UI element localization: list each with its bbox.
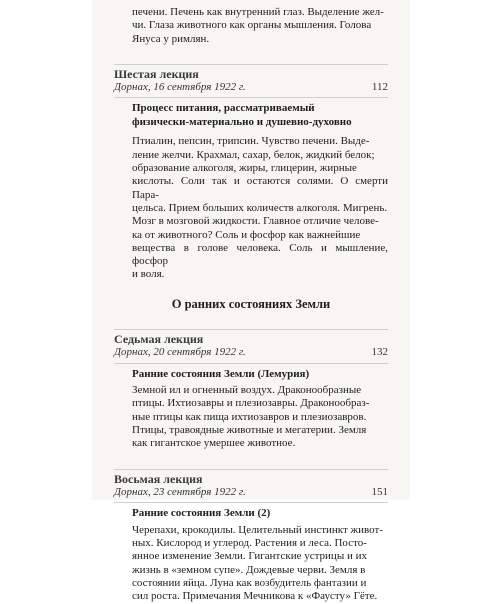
book-page: [92, 0, 410, 603]
lecture7-meta: [114, 346, 388, 363]
lecture6-line-8: вещества в голове человека. Соль и мышление, фосфор: [132, 241, 388, 268]
intro-text: [114, 6, 388, 46]
lecture7-body: [114, 384, 388, 450]
lecture8-line-5: состоянии яйца. Луна как возбудитель фантазии и: [132, 576, 367, 589]
lecture7-line-3: ные птицы как пища ихтиозавров и плезиозавров.: [132, 410, 367, 423]
lecture6-topic: [114, 102, 388, 129]
intro-line-2: чи. Глаза животного как органы мышления. Голова: [132, 19, 372, 32]
lecture7-line-2: птицы. Ихтиозавры и плезиозавры. Драконообраз-: [132, 397, 370, 410]
lecture6-line-6: Мозг в мозговой жидкости. Главное отличие челове-: [132, 215, 379, 228]
lecture8-topic: Ранние состояния Земли (2): [132, 507, 271, 520]
lecture8-line-6: сил роста. Примечания Мечникова к «Фаусту» Гёте.: [132, 590, 378, 603]
lecture7-line-4: Птицы, травоядные животные и мегатерии. Земля: [132, 424, 367, 437]
lecture6-line-2: ление желчи. Крахмал, сахар, белок, жидкий белок;: [132, 148, 375, 161]
lecture6-topic-line-1: Процесс питания, рассматриваемый: [132, 102, 315, 115]
lecture6-body: [114, 135, 388, 281]
intro-line-3: Януса у римлян.: [132, 32, 210, 45]
lecture8-line-2: ных. Кислород и углерод. Растения и леса. Посто-: [132, 537, 367, 550]
lecture7-title: Седьмая лекция: [114, 329, 388, 346]
lecture7-line-5: как гигантское умершее животное.: [132, 437, 296, 450]
intro-line-1: печени. Печень как внутренний глаз. Выделение жел-: [132, 6, 384, 18]
lecture6-line-3: образование алкоголя, жиры, глицерин, жирные: [132, 162, 357, 175]
lecture8-meta: [114, 486, 388, 503]
lecture6-date: Дорнах, 16 сентября 1922 г.: [114, 81, 246, 94]
lecture6-line-7: ка от животного? Соль и фосфор как важнейшие: [132, 228, 361, 241]
lecture7-line-1: Земной ил и огненный воздух. Драконообразные: [132, 384, 362, 397]
lecture6-page: 112: [371, 81, 388, 94]
lecture8-line-4: жизнь в «земном супе». Дождевые черви. Земля в: [132, 563, 366, 576]
lecture8-line-3: янное изменение Земли. Гигантские устрицы и их: [132, 550, 367, 563]
lecture7-topic: Ранние состояния Земли (Лемурия): [132, 367, 310, 380]
lecture8-body: [114, 524, 388, 604]
lecture6-line-4: кислоты. Соли так и остаются солями. О смерти Пара-: [132, 175, 388, 201]
lecture6-line-1: Птиалин, пепсин, трипсин. Чувство печени. Выде-: [132, 135, 370, 148]
page-content: [114, 6, 388, 604]
lecture7-page: 132: [371, 346, 388, 359]
section-title: О ранних состояниях Земли: [171, 296, 331, 311]
lecture8-page: 151: [371, 485, 388, 498]
lecture8-title: Восьмая лекция: [114, 469, 388, 486]
lecture6-line-9: и воля.: [132, 268, 165, 281]
lecture8-date: Дорнах, 23 сентября 1922 г.: [114, 485, 246, 498]
lecture6-line-5: цельса. Прием больших количеств алкоголя. Мигрень.: [132, 201, 388, 214]
lecture6-title: Шестая лекция: [114, 64, 388, 81]
lecture6-meta: [114, 81, 388, 98]
lecture6-topic-line-2: физически-материально и душевно-духовно: [132, 115, 352, 128]
lecture7-date: Дорнах, 20 сентября 1922 г.: [114, 346, 246, 359]
lecture8-line-1: Черепахи, крокодилы. Целительный инстинкт живот-: [132, 523, 383, 536]
